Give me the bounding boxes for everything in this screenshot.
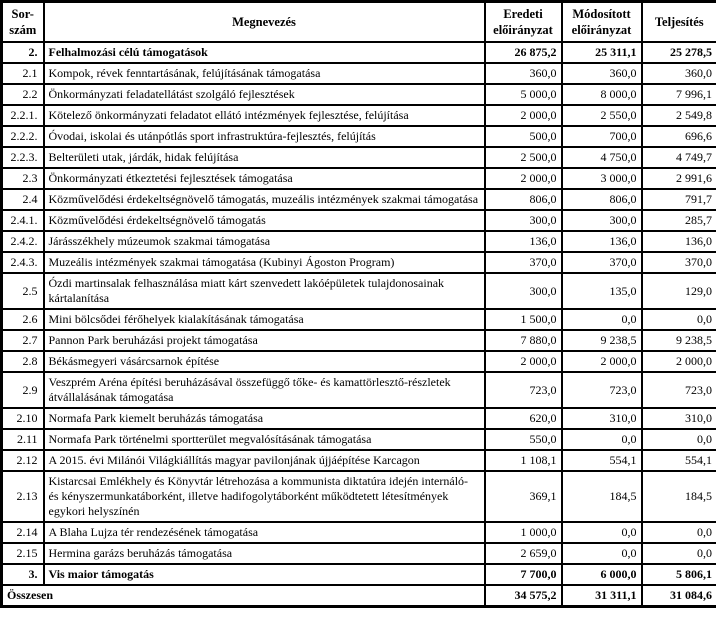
row-original-cell: 370,0 [485, 252, 562, 273]
row-modified-cell: 723,0 [562, 372, 642, 408]
row-modified-cell: 8 000,0 [562, 84, 642, 105]
table-row [2, 429, 716, 450]
row-performance-cell: 2 549,8 [642, 105, 716, 126]
row-number-cell: 2.7 [2, 330, 44, 351]
row-modified-cell: 0,0 [562, 543, 642, 564]
row-performance-cell: 285,7 [642, 210, 716, 231]
row-number-cell: 2. [2, 42, 44, 63]
table-row [2, 564, 716, 585]
table-row [2, 231, 716, 252]
table-row [2, 543, 716, 564]
table-row [2, 105, 716, 126]
row-number-cell: 2.4.2. [2, 231, 44, 252]
header-row [2, 2, 716, 43]
row-performance-cell: 0,0 [642, 522, 716, 543]
row-modified-cell: 310,0 [562, 408, 642, 429]
row-performance-cell: 554,1 [642, 450, 716, 471]
row-number-cell: 2.4.1. [2, 210, 44, 231]
row-original-cell: 2 000,0 [485, 168, 562, 189]
row-modified-cell: 370,0 [562, 252, 642, 273]
row-number-cell: 2.13 [2, 471, 44, 522]
row-performance-cell: 4 749,7 [642, 147, 716, 168]
total-performance-cell: 31 084,6 [642, 585, 716, 607]
row-performance-cell: 0,0 [642, 543, 716, 564]
row-performance-cell: 129,0 [642, 273, 716, 309]
row-original-cell: 2 000,0 [485, 105, 562, 126]
row-number-cell: 2.3 [2, 168, 44, 189]
total-original-cell: 34 575,2 [485, 585, 562, 607]
row-original-cell: 26 875,2 [485, 42, 562, 63]
row-original-cell: 2 659,0 [485, 543, 562, 564]
row-original-cell: 300,0 [485, 210, 562, 231]
table-row [2, 471, 716, 522]
table-row [2, 63, 716, 84]
row-performance-cell: 9 238,5 [642, 330, 716, 351]
header-modositott-eloiranyzat: Módosított előirányzat [562, 2, 642, 43]
row-name-cell: Vis maior támogatás [44, 564, 485, 585]
row-name-cell: Belterületi utak, járdák, hidak felújítása [44, 147, 485, 168]
total-row [2, 585, 716, 607]
row-name-cell: Békásmegyeri vásárcsarnok építése [44, 351, 485, 372]
row-original-cell: 723,0 [485, 372, 562, 408]
row-original-cell: 7 700,0 [485, 564, 562, 585]
row-performance-cell: 136,0 [642, 231, 716, 252]
row-number-cell: 2.2 [2, 84, 44, 105]
row-performance-cell: 360,0 [642, 63, 716, 84]
row-performance-cell: 2 000,0 [642, 351, 716, 372]
row-modified-cell: 136,0 [562, 231, 642, 252]
row-number-cell: 2.4.3. [2, 252, 44, 273]
row-number-cell: 2.11 [2, 429, 44, 450]
row-modified-cell: 0,0 [562, 429, 642, 450]
table-row [2, 408, 716, 429]
row-performance-cell: 370,0 [642, 252, 716, 273]
row-performance-cell: 791,7 [642, 189, 716, 210]
table-row [2, 210, 716, 231]
table-footer [2, 585, 716, 607]
row-name-cell: Pannon Park beruházási projekt támogatása [44, 330, 485, 351]
row-original-cell: 136,0 [485, 231, 562, 252]
row-modified-cell: 3 000,0 [562, 168, 642, 189]
table-row [2, 372, 716, 408]
row-modified-cell: 6 000,0 [562, 564, 642, 585]
table-row [2, 84, 716, 105]
total-modified-cell: 31 311,1 [562, 585, 642, 607]
row-original-cell: 369,1 [485, 471, 562, 522]
row-modified-cell: 25 311,1 [562, 42, 642, 63]
table-header [2, 2, 716, 43]
row-number-cell: 2.1 [2, 63, 44, 84]
row-original-cell: 806,0 [485, 189, 562, 210]
row-modified-cell: 135,0 [562, 273, 642, 309]
row-number-cell: 3. [2, 564, 44, 585]
header-eredeti-eloiranyzat: Eredeti előirányzat [485, 2, 562, 43]
row-performance-cell: 696,6 [642, 126, 716, 147]
row-name-cell: Hermina garázs beruházás támogatása [44, 543, 485, 564]
row-number-cell: 2.2.3. [2, 147, 44, 168]
row-original-cell: 1 108,1 [485, 450, 562, 471]
row-original-cell: 5 000,0 [485, 84, 562, 105]
row-performance-cell: 0,0 [642, 309, 716, 330]
row-performance-cell: 5 806,1 [642, 564, 716, 585]
row-original-cell: 7 880,0 [485, 330, 562, 351]
table-row [2, 309, 716, 330]
row-performance-cell: 7 996,1 [642, 84, 716, 105]
row-modified-cell: 4 750,0 [562, 147, 642, 168]
row-modified-cell: 300,0 [562, 210, 642, 231]
table-row [2, 330, 716, 351]
row-number-cell: 2.2.2. [2, 126, 44, 147]
row-name-cell: A Blaha Lujza tér rendezésének támogatása [44, 522, 485, 543]
table-row [2, 189, 716, 210]
row-number-cell: 2.14 [2, 522, 44, 543]
header-sorszam [2, 2, 44, 43]
row-performance-cell: 0,0 [642, 429, 716, 450]
row-modified-cell: 0,0 [562, 309, 642, 330]
row-original-cell: 2 000,0 [485, 351, 562, 372]
row-number-cell: 2.9 [2, 372, 44, 408]
table-row [2, 252, 716, 273]
row-original-cell: 360,0 [485, 63, 562, 84]
row-name-cell: Mini bölcsődei férőhelyek kialakításának támogatása [44, 309, 485, 330]
row-performance-cell: 723,0 [642, 372, 716, 408]
header-sorszam-line1: Sor- [11, 7, 34, 21]
row-original-cell: 300,0 [485, 273, 562, 309]
row-name-cell: Veszprém Aréna építési beruházásával összefüggő tőke- és kamattörlesztő-részletek átvállalásának támogatása [44, 372, 485, 408]
row-original-cell: 620,0 [485, 408, 562, 429]
table-row [2, 126, 716, 147]
header-megnevezes: Megnevezés [44, 2, 485, 43]
row-number-cell: 2.4 [2, 189, 44, 210]
table-row [2, 42, 716, 63]
row-modified-cell: 0,0 [562, 522, 642, 543]
row-name-cell: Felhalmozási célú támogatások [44, 42, 485, 63]
row-name-cell: Kistarcsai Emlékhely és Könyvtár létrehozása a kommunista diktatúra idején internáló- és kényszermunkatáborként, illetve hadifogolytáborként működtetett létesítmények egykori helyszínén [44, 471, 485, 522]
header-teljesites: Teljesítés [642, 2, 716, 43]
row-number-cell: 2.12 [2, 450, 44, 471]
total-label-cell: Összesen [2, 585, 485, 607]
row-name-cell: Kompok, révek fenntartásának, felújításának támogatása [44, 63, 485, 84]
table-row [2, 147, 716, 168]
row-modified-cell: 2 000,0 [562, 351, 642, 372]
row-name-cell: Önkormányzati étkeztetési fejlesztések támogatása [44, 168, 485, 189]
table-row [2, 273, 716, 309]
row-original-cell: 1 500,0 [485, 309, 562, 330]
row-modified-cell: 554,1 [562, 450, 642, 471]
row-number-cell: 2.6 [2, 309, 44, 330]
row-name-cell: Kötelező önkormányzati feladatot ellátó intézmények fejlesztése, felújítása [44, 105, 485, 126]
row-original-cell: 500,0 [485, 126, 562, 147]
row-number-cell: 2.5 [2, 273, 44, 309]
row-performance-cell: 310,0 [642, 408, 716, 429]
row-performance-cell: 25 278,5 [642, 42, 716, 63]
table-row [2, 351, 716, 372]
header-sorszam-line2: szám [9, 23, 37, 37]
row-name-cell: Önkormányzati feladatellátást szolgáló fejlesztések [44, 84, 485, 105]
row-modified-cell: 806,0 [562, 189, 642, 210]
row-number-cell: 2.8 [2, 351, 44, 372]
table-row [2, 168, 716, 189]
row-name-cell: A 2015. évi Milánói Világkiállítás magyar pavilonjának újjáépítése Karcagon [44, 450, 485, 471]
row-name-cell: Közművelődési érdekeltségnövelő támogatás, muzeális intézmények szakmai támogatása [44, 189, 485, 210]
row-original-cell: 550,0 [485, 429, 562, 450]
row-performance-cell: 2 991,6 [642, 168, 716, 189]
row-name-cell: Óvodai, iskolai és utánpótlás sport infrastruktúra-fejlesztés, felújítás [44, 126, 485, 147]
row-name-cell: Ózdi martinsalak felhasználása miatt kárt szenvedett lakóépületek tulajdonosainak kártalanítása [44, 273, 485, 309]
row-modified-cell: 184,5 [562, 471, 642, 522]
row-performance-cell: 184,5 [642, 471, 716, 522]
row-modified-cell: 2 550,0 [562, 105, 642, 126]
row-name-cell: Közművelődési érdekeltségnövelő támogatás [44, 210, 485, 231]
table-body [2, 42, 716, 585]
row-modified-cell: 360,0 [562, 63, 642, 84]
table-row [2, 522, 716, 543]
row-modified-cell: 9 238,5 [562, 330, 642, 351]
row-number-cell: 2.2.1. [2, 105, 44, 126]
row-number-cell: 2.10 [2, 408, 44, 429]
row-original-cell: 2 500,0 [485, 147, 562, 168]
row-modified-cell: 700,0 [562, 126, 642, 147]
row-name-cell: Normafa Park kiemelt beruházás támogatása [44, 408, 485, 429]
row-name-cell: Járásszékhely múzeumok szakmai támogatása [44, 231, 485, 252]
row-name-cell: Muzeális intézmények szakmai támogatása (Kubinyi Ágoston Program) [44, 252, 485, 273]
row-name-cell: Normafa Park történelmi sportterület megvalósításának támogatása [44, 429, 485, 450]
table-row [2, 450, 716, 471]
row-original-cell: 1 000,0 [485, 522, 562, 543]
row-number-cell: 2.15 [2, 543, 44, 564]
